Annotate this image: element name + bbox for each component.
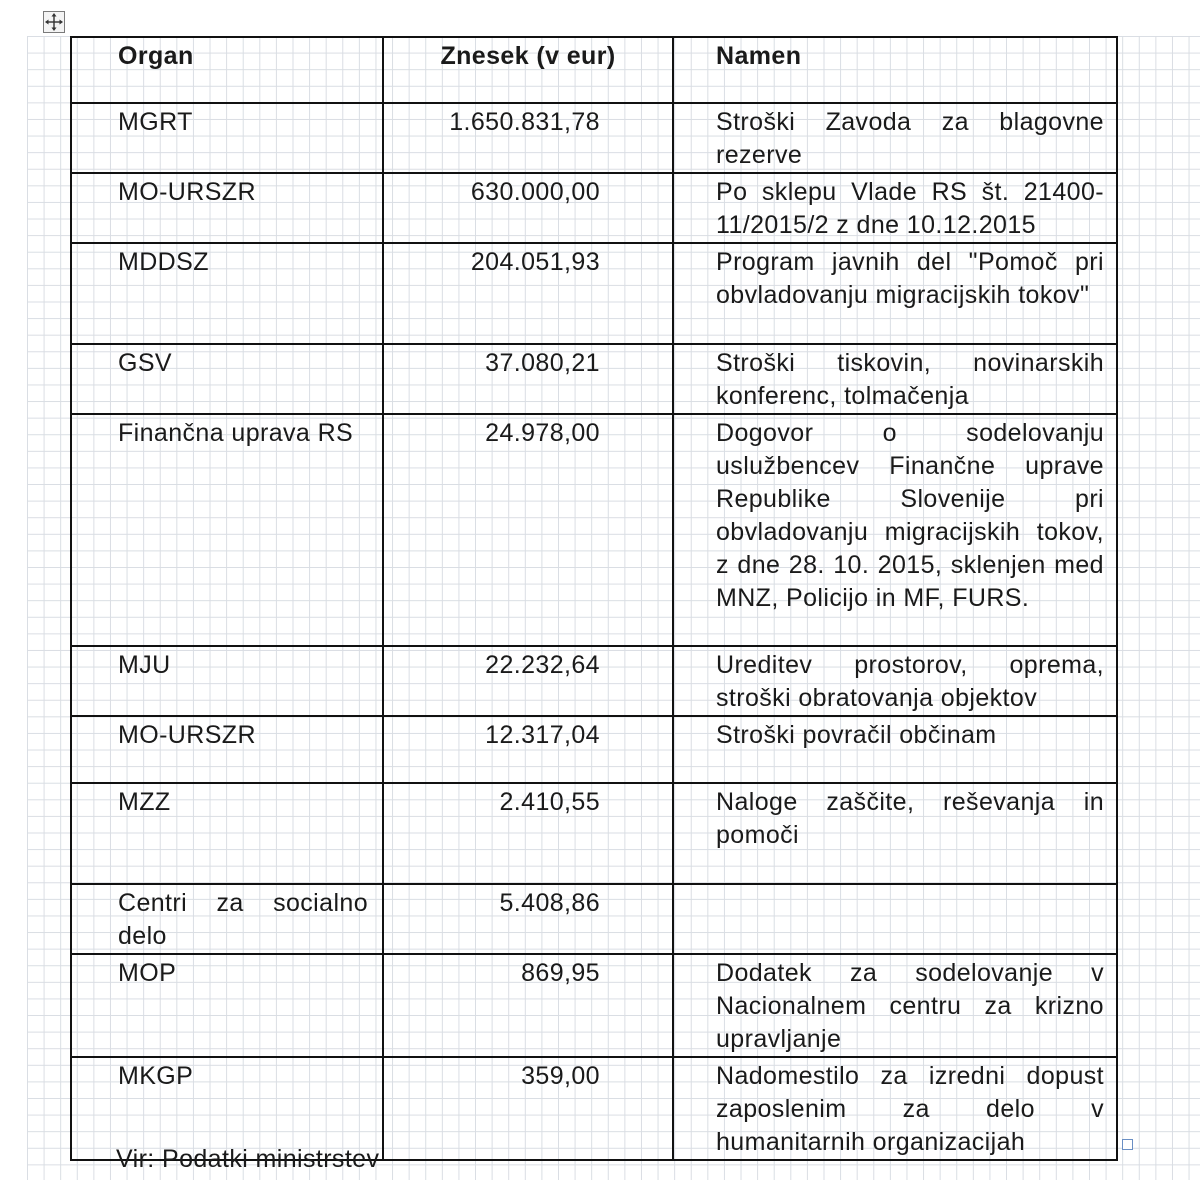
cell-amount[interactable]: 2.410,55 xyxy=(383,783,673,884)
header-purpose[interactable]: Namen xyxy=(673,37,1117,103)
source-note: Vir: Podatki ministrstev xyxy=(116,1145,380,1173)
cell-amount[interactable]: 630.000,00 xyxy=(383,173,673,243)
cell-purpose[interactable]: Nadomestilo za izredni dopust zaposlenim za delo v humanitarnih organizacijah xyxy=(673,1057,1117,1160)
cell-amount[interactable]: 37.080,21 xyxy=(383,344,673,414)
cell-purpose[interactable]: Stroški povračil občinam xyxy=(673,716,1117,783)
cell-purpose[interactable]: Program javnih del "Pomoč pri obvladovanju migracijskih tokov" xyxy=(673,243,1117,344)
header-amount[interactable]: Znesek (v eur) xyxy=(383,37,673,103)
table-row xyxy=(71,646,1117,716)
page-top-margin xyxy=(0,0,1200,36)
table-row xyxy=(71,783,1117,884)
cell-organ[interactable]: MJU xyxy=(71,646,383,716)
cell-organ[interactable]: MZZ xyxy=(71,783,383,884)
cell-organ[interactable]: Centri za socialno delo xyxy=(71,884,383,954)
cell-amount[interactable]: 1.650.831,78 xyxy=(383,103,673,173)
table-row xyxy=(71,954,1117,1057)
cell-purpose[interactable] xyxy=(673,884,1117,954)
cell-purpose[interactable]: Stroški Zavoda za blagovne rezerve xyxy=(673,103,1117,173)
cell-amount[interactable]: 5.408,86 xyxy=(383,884,673,954)
cell-amount[interactable]: 24.978,00 xyxy=(383,414,673,646)
table-resize-icon[interactable] xyxy=(1122,1139,1133,1150)
cell-amount[interactable]: 359,00 xyxy=(383,1057,673,1160)
cell-organ[interactable]: MDDSZ xyxy=(71,243,383,344)
cell-organ[interactable]: Finančna uprava RS xyxy=(71,414,383,646)
cell-organ[interactable]: GSV xyxy=(71,344,383,414)
table-row xyxy=(71,103,1117,173)
table-row xyxy=(71,716,1117,783)
cell-purpose[interactable]: Po sklepu Vlade RS št. 21400-11/2015/2 z dne 10.12.2015 xyxy=(673,173,1117,243)
page-left-margin xyxy=(0,0,27,1180)
cell-organ[interactable]: MKGP xyxy=(71,1057,383,1160)
cell-purpose[interactable]: Dogovor o sodelovanju uslužbencev Finančne uprave Republike Slovenije pri obvladovanju migracijskih tokov, z dne 28. 10. 2015, sklenjen med MNZ, Policijo in MF, FURS. xyxy=(673,414,1117,646)
cell-purpose[interactable]: Naloge zaščite, reševanja in pomoči xyxy=(673,783,1117,884)
cell-organ[interactable]: MOP xyxy=(71,954,383,1057)
expenses-table xyxy=(70,36,1118,1161)
cell-organ[interactable]: MGRT xyxy=(71,103,383,173)
table-row xyxy=(71,344,1117,414)
cell-amount[interactable]: 22.232,64 xyxy=(383,646,673,716)
table-header-row xyxy=(71,37,1117,103)
table-row xyxy=(71,414,1117,646)
cell-organ[interactable]: MO-URSZR xyxy=(71,716,383,783)
cell-purpose[interactable]: Dodatek za sodelovanje v Nacionalnem centru za krizno upravljanje xyxy=(673,954,1117,1057)
cell-amount[interactable]: 204.051,93 xyxy=(383,243,673,344)
header-organ[interactable]: Organ xyxy=(71,37,383,103)
cell-purpose[interactable]: Ureditev prostorov, oprema, stroški obratovanja objektov xyxy=(673,646,1117,716)
cell-purpose[interactable]: Stroški tiskovin, novinarskih konferenc, tolmačenja xyxy=(673,344,1117,414)
cell-amount[interactable]: 12.317,04 xyxy=(383,716,673,783)
cell-organ[interactable]: MO-URSZR xyxy=(71,173,383,243)
table-row xyxy=(71,243,1117,344)
table-move-icon[interactable] xyxy=(43,11,65,33)
cell-amount[interactable]: 869,95 xyxy=(383,954,673,1057)
table-row xyxy=(71,173,1117,243)
table-row xyxy=(71,884,1117,954)
